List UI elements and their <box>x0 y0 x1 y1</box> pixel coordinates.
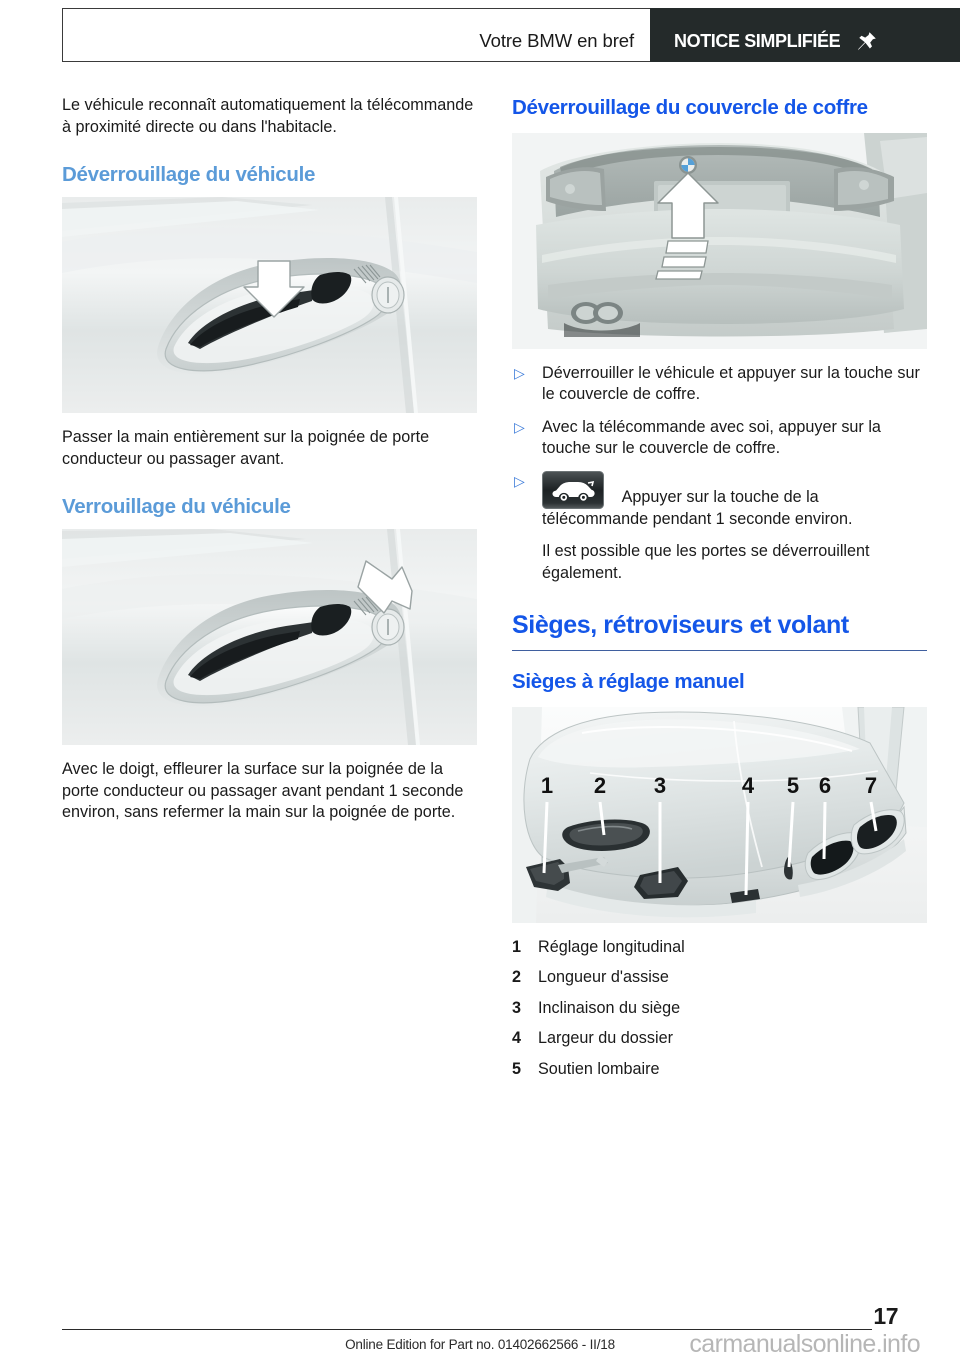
legend-number: 5 <box>512 1059 522 1078</box>
trunk-instruction-list <box>512 363 927 531</box>
seat-adjustment-legend <box>512 937 927 1090</box>
bullet-text-with-icon <box>542 471 927 531</box>
door-handle-lock-illustration <box>62 529 477 745</box>
pushpin-icon <box>856 30 878 52</box>
intro-paragraph: Le véhicule reconnaît automatiquement la télécommande à proximité directe ou dans l'habitacle. <box>62 96 474 136</box>
left-column <box>62 95 477 830</box>
callout-7: 7 <box>864 772 878 798</box>
tab-notice-simplifiee[interactable] <box>650 8 960 62</box>
triangle-bullet-icon: ▷ <box>514 472 525 489</box>
caption-verrouillage: Avec le doigt, effleurer la surface sur la poignée de la porte conducteur ou passager avant pendant 1 seconde environ, sans refermer la main sur la poignée de porte. <box>62 760 464 821</box>
legend-label: Soutien lombaire <box>538 1059 660 1078</box>
list-item <box>512 417 927 460</box>
callout-5: 5 <box>786 772 800 798</box>
legend-number: 4 <box>512 1029 522 1047</box>
icon-bullet-text: Appuyer sur la touche de la télécommande pendant 1 seconde environ. <box>542 487 853 528</box>
table-row <box>512 1059 927 1090</box>
legend-number: 2 <box>512 968 522 986</box>
heading-rule <box>512 650 927 651</box>
callout-3: 3 <box>653 772 667 798</box>
page-number: 17 <box>873 1303 898 1329</box>
major-heading-sieges-retroviseurs-volant: Sièges, rétroviseurs et volant <box>512 611 849 639</box>
breadcrumb-label: Votre BMW en bref <box>479 30 634 51</box>
breadcrumb <box>62 8 650 62</box>
list-item-with-icon <box>512 471 927 531</box>
legend-label: Largeur du dossier <box>538 1029 673 1047</box>
watermark: carmanualsonline.info <box>689 1330 920 1358</box>
legend-label: Inclinaison du siège <box>538 998 681 1017</box>
edition-note: Online Edition for Part no. 01402662566 - II/18 <box>345 1337 615 1352</box>
table-row <box>512 1028 927 1059</box>
rear-trunk-lid-illustration <box>512 133 927 349</box>
legend-number: 1 <box>512 937 522 956</box>
door-handle-unlock-illustration <box>62 197 477 413</box>
callout-6: 6 <box>818 772 832 798</box>
heading-deverrouillage-coffre: Déverrouillage du couvercle de coffre <box>512 96 868 119</box>
table-row <box>512 967 927 998</box>
legend-label: Longueur d'assise <box>538 968 669 986</box>
triangle-bullet-icon: ▷ <box>514 364 525 381</box>
manual-seat-adjustment-illustration <box>512 707 927 923</box>
bullet-text: Avec la télécommande avec soi, appuyer sur la touche sur le couvercle de coffre. <box>542 417 881 457</box>
bullet-text: Déverrouiller le véhicule et appuyer sur la touche sur le couvercle de coffre. <box>542 363 920 403</box>
callout-4: 4 <box>741 772 755 798</box>
legend-label: Réglage longitudinal <box>538 937 685 956</box>
tab-label: NOTICE SIMPLIFIÉE <box>674 30 841 51</box>
heading-verrouillage-vehicule: Verrouillage du véhicule <box>62 495 291 518</box>
car-unlock-button-icon <box>542 471 604 509</box>
heading-deverrouillage-vehicule: Déverrouillage du véhicule <box>62 163 316 186</box>
legend-number: 3 <box>512 998 522 1017</box>
page-header <box>62 8 960 62</box>
trunk-icon-bullet-note: Il est possible que les portes se déverrouillent également. <box>542 542 870 582</box>
right-column <box>512 95 927 1089</box>
triangle-bullet-icon: ▷ <box>514 418 525 435</box>
callout-2: 2 <box>593 772 607 798</box>
callout-1: 1 <box>540 772 554 798</box>
table-row <box>512 937 927 968</box>
table-row <box>512 998 927 1029</box>
list-item <box>512 363 927 406</box>
caption-deverrouillage: Passer la main entièrement sur la poignée de porte conducteur ou passager avant. <box>62 428 430 468</box>
heading-sieges-reglage-manuel: Sièges à réglage manuel <box>512 670 745 693</box>
